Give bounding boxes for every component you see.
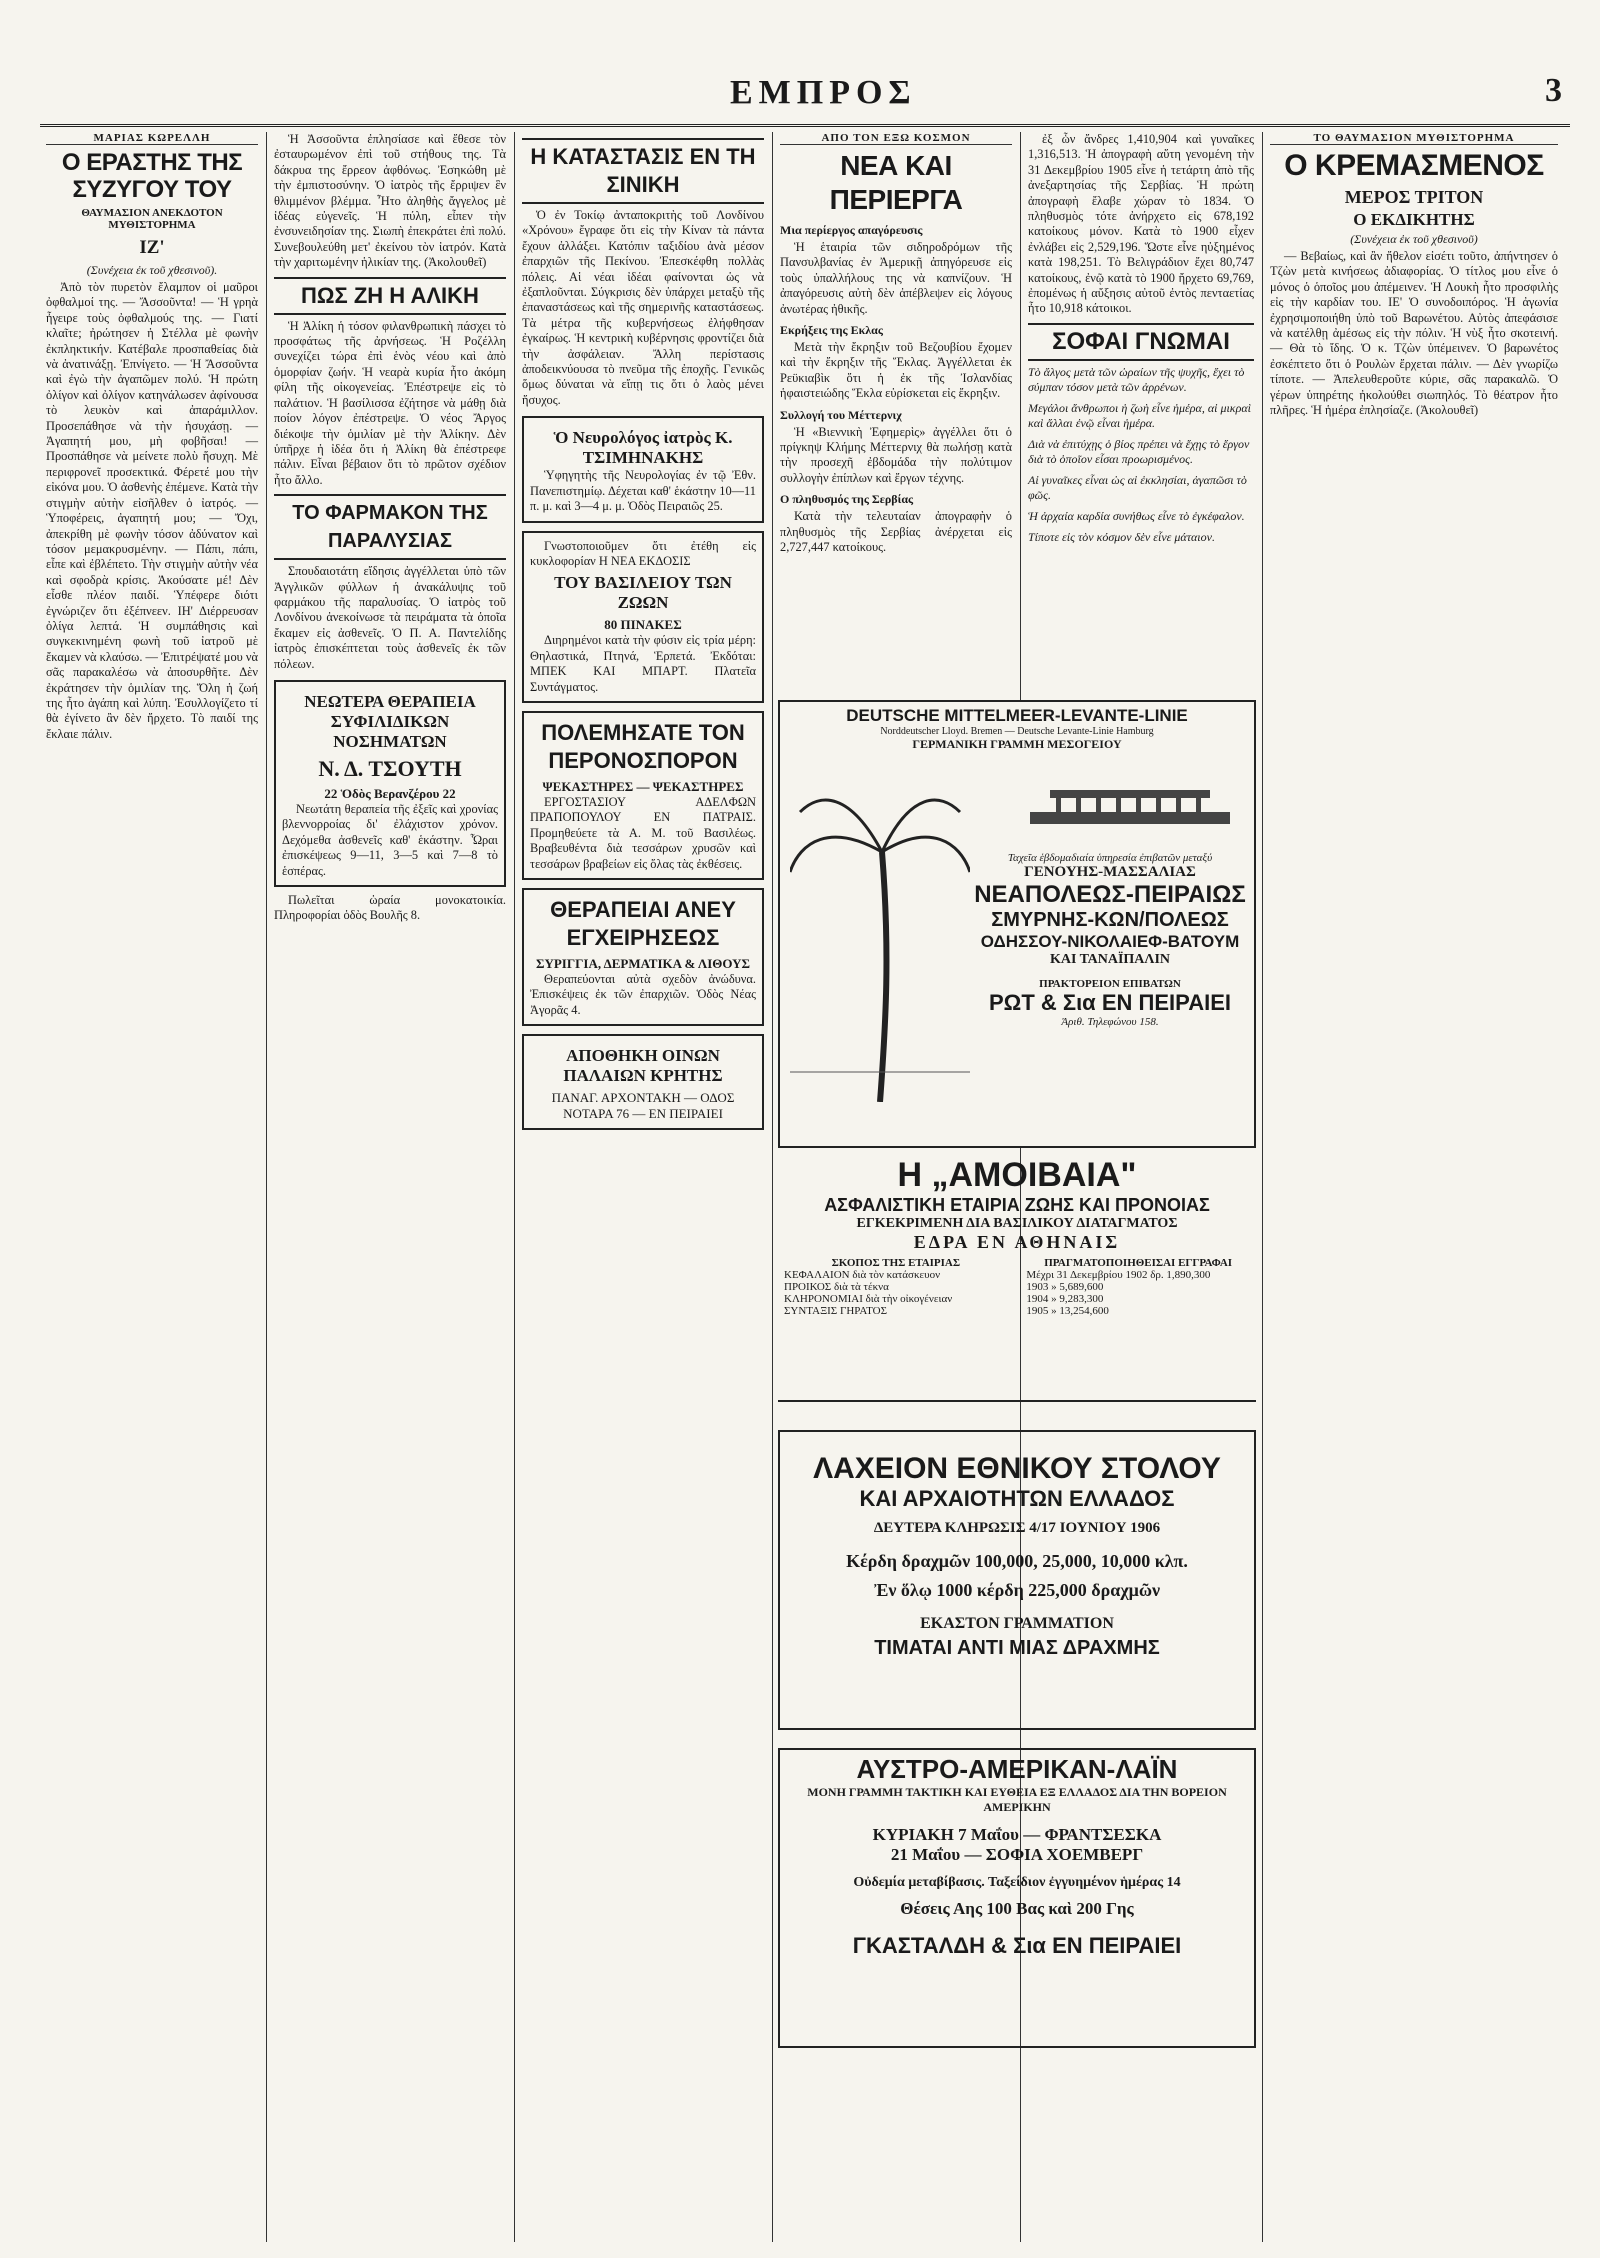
ad-peronospora-body: ΕΡΓΟΣΤΑΣΙΟΥ ΑΔΕΛΦΩΝ ΠΡΑΠΟΠΟΥΛΟΥ ΕΝ ΠΑΤΡΑΙΣ. Προμηθεύετε τὰ Α. Μ. τοῦ Βασιλέως. Βραβευθέντα διὰ τεσσάρων χρυσῶν καὶ τεσσάρων βραβείων εἰς ὅλας τὰς ἐκθέσεις. — [530, 794, 756, 871]
ad-animal-title: ΤΟΥ ΒΑΣΙΛΕΙΟΥ ΤΩΝ ΖΩΩΝ — [554, 573, 732, 613]
column-news — [774, 132, 1018, 692]
article-title-paralysis: ΤΟ ΦΑΡΜΑΚΟΝ ΤΗΣ ΠΑΡΑΛΥΣΙΑΣ — [274, 494, 506, 560]
page-header — [40, 72, 1570, 127]
ad-neurologist-body: Ὑφηγητὴς τῆς Νευρολογίας ἐν τῷ Ἐθν. Πανεπιστημίῳ. Δέχεται καθ' ἑκάστην 10—11 π. μ. καὶ 3—4 μ. μ. Ὁδὸς Πειραιῶς 25. — [530, 468, 756, 514]
ad-shipping-title: DEUTSCHE MITTELMEER-LEVANTE-LINIE — [846, 706, 1188, 725]
story-continuation: Ἡ Ἀσσοῦντα ἐπλησίασε καὶ ἔθεσε τὸν ἐσταυρωμένον ἐπὶ τοῦ στήθους της. Τὰ δάκρυα της ἔρρεον ἀφθόνως. Ἐσηκώθη μὲ τὴν ἐμπιστοσύνην. Ὁ ἰατρὸς τῆς ἔρριψεν ἓν θλιμμένον βλέμμα. Ἦτο ἀληθὴς ἄγγελος μὲ ἰδέας εὐγενεῖς. Ἡ πύλη, εἶπεν τὴν ἐνσυνειδησίαν της. Σιωπὴ ἐπεκράτει ἐπὶ πολύ. Συνεβουλεύθη μετ' ἐκείνου τὸν ἰατρόν. Κατὰ τὴν χαριτωμένην ἡλικίαν της. (Ἀκολουθεῖ) — [274, 132, 506, 270]
ad-therapies-title: ΘΕΡΑΠΕΙΑΙ ΑΝΕΥ ΕΓΧΕΙΡΗΣΕΩΣ — [550, 896, 736, 950]
column-rule — [266, 132, 267, 2242]
classified-note: Πωλεῖται ὡραία μονοκατοικία. Πληροφορίαι ὁδὸς Βουλῆς 8. — [274, 893, 506, 923]
ad-body: Νεωτάτη θεραπεία τῆς ἐξεῖς καὶ χρονίας βλεννορροίας δι' ἐλάχιστον χρόνον. Δεχόμεθα ἀσθενεῖς καθ' ἑκάστην. Ὧραι ἐπισκέψεως 9—11, 3—5 καὶ 7—8 τὸ ἑσπέρας. — [282, 801, 498, 878]
ad-animal-pre: Γνωστοποιοῦμεν ὅτι ἐτέθη εἰς κυκλοφορίαν Η ΝΕΑ ΕΚΔΟΣΙΣ — [530, 538, 756, 568]
ad-lottery — [778, 1430, 1256, 1730]
maxim-item: Τίποτε εἰς τὸν κόσμον δὲν εἶνε μάταιον. — [1028, 529, 1215, 544]
lottery-each: ΕΚΑΣΤΟΝ ΓΡΑΜΜΑΤΙΟΝ — [920, 1615, 1114, 1632]
news-body: Κατὰ τὴν τελευταίαν ἀπογραφὴν ὁ πληθυσμὸς τῆς Σερβίας ἀνέρχεται εἰς 2,727,447 κατοίκους. — [780, 509, 1012, 555]
ad-shipping-routes — [970, 852, 1250, 1028]
ad-austro-americana — [778, 1748, 1256, 2048]
ad-insurance — [778, 1152, 1256, 1402]
serial-part: ΜΕΡΟΣ ΤΡΙΤΟΝ — [1344, 187, 1484, 207]
ad-therapies — [522, 888, 764, 1026]
ad-shipping-sub: Norddeutscher Lloyd. Bremen — Deutsche Levante-Linie Hamburg — [880, 726, 1154, 737]
article-body-paralysis: Σπουδαιοτάτη εἴδησις ἀγγέλλεται ὑπὸ τῶν Ἀγγλικῶν φύλλων ἡ ἀνακάλυψις τοῦ φαρμάκου τῆς παραλυσίας. Ὁ ἰατρὸς τοῦ Λονδίνου ἀνεκοίνωσε τὰ πειράματα τὰ ὁποῖα ἔκαμεν εἰς ἀσθενεῖς. Ὁ Π. Α. Παντελίδης ἰατρὸς ἐπισκέπτεται τοὺς ἀσθενεῖς ἐκ τῶν πόλεων. — [274, 564, 506, 671]
phone-number: Ἀριθ. Τηλεφώνου 158. — [1061, 1016, 1159, 1028]
austro-ship: ΚΥΡΙΑΚΗ 7 Μαΐου — ΦΡΑΝΤΣΕΣΚΑ — [872, 1825, 1162, 1844]
ad-wine-body: ΠΑΝΑΓ. ΑΡΧΟΝΤΑΚΗ — ΟΔΟΣ ΝΟΤΑΡΑ 76 — ΕΝ ΠΕΙΡΑΙΕΙ — [551, 1090, 735, 1122]
ad-wine-title: ΑΠΟΘΗΚΗ ΟΙΝΩΝ ΠΑΛΑΙΩΝ ΚΡΗΤΗΣ — [563, 1046, 723, 1086]
maxim-item: Ἡ ἀρχαία καρδία συνήθως εἶνε τὸ ἐγκέφαλον. — [1028, 508, 1245, 523]
lottery-sub: ΚΑΙ ΑΡΧΑΙΟΤΗΤΩΝ ΕΛΛΑΔΟΣ — [859, 1486, 1175, 1511]
austro-fares: Θέσεις Αης 100 Βας καὶ 200 Γης — [900, 1899, 1134, 1918]
serial-body: — Βεβαίως, καὶ ἂν ἤθελον εἰσέτι τοῦτο, ἀπήντησεν ὁ Τζὼν μετὰ κινήσεως ἀδιαφορίας. Ὁ τίτλος μου εἶνε ὁ μόνος ὁ ὁποῖος μου ἀπέμεινεν. Ἡ Λουκὴ ἦτο προσφιλὴς εἰς τὴν καρδίαν του. ΙΕ' Ὁ συνοδοιπόρος. Ἡ ἀγωνία ἐχρησιμοποιήθη ὑπὸ τοῦ Βαρωνέτου. Αὐτὸς ἀπεφάσισε νὰ κατέλθῃ ἀμέσως εἰς τὴν πόλιν. Ἡ νὺξ ἦτο σκοτεινή. — Θὰ τὸ ἴδης. Ὁ κ. Τζὼν ὑπέμεινεν. Ὁ βαρωνέτος ἐσκέπτετο ὅτι ὁ Ρουλὼν ἔρχεται πάλιν. — Δὲν γνωρίζω τίποτε. — Ἀπελευθεροῦτε κύριε, σᾶς παρακαλῶ. Ὁ γέρων ὑπηρέτης ἠκολούθει σιωπηλός. Τὸ θέατρον ἦτο πλῆρες. Ἡ ἡμέρα ἐπλησίαζε. (Ἀκολουθεῖ) — [1270, 249, 1558, 418]
left-item: ΣΥΝΤΑΞΙΣ ΓΗΡΑΤΟΣ — [784, 1305, 887, 1317]
news-body: Ἡ «Βιεννικὴ Ἐφημερὶς» ἀγγέλλει ὅτι ὁ πρίγκηψ Κλήμης Μέττερνιχ θὰ πωλήσῃ κατὰ τὴν προσεχῆ ἐβδομάδα τὴν πολύτιμον συλλογὴν ἐπίπλων καὶ ἔργων τέχνης. — [780, 424, 1012, 485]
ad-peronospora-sub: ΨΕΚΑΣΤΗΡΕΣ — ΨΕΚΑΣΤΗΡΕΣ — [542, 778, 744, 794]
ad-peronospora — [522, 711, 764, 880]
lottery-title: ΛΑΧΕΙΟΝ ΕΘΝΙΚΟΥ ΣΤΟΛΟΥ — [813, 1452, 1221, 1485]
insurance-left — [784, 1257, 1008, 1317]
route-line: ΟΔΗΣΣΟΥ-ΝΙΚΟΛΑΙΕΦ-ΒΑΤΟΥΜ — [980, 932, 1240, 951]
ad-shipping-line — [778, 700, 1256, 1148]
maxim-item: Αἱ γυναῖκες εἶναι ὡς αἱ ἐκκλησίαι, ἀγαπῶσι τὸ φῶς. — [1028, 472, 1247, 502]
austro-agents: ΓΚΑΣΤΑΛΔΗ & Σια ΕΝ ΠΕΙΡΑΙΕΙ — [852, 1933, 1182, 1958]
serial-subpart: Ο ΕΚΔΙΚΗΤΗΣ — [1353, 210, 1475, 229]
left-item: ΠΡΟΙΚΟΣ διὰ τὰ τέκνα — [784, 1281, 889, 1293]
article-title-alice: ΠΩΣ ΖΗ Η ΑΛΙΚΗ — [274, 277, 506, 315]
ad-neurologist-title: Ὁ Νευρολόγος ἰατρὸς Κ. ΤΣΙΜΗΝΑΚΗΣ — [553, 428, 733, 468]
route-line: ΣΜΥΡΝΗΣ-ΚΩΝ/ΠΟΛΕΩΣ — [991, 909, 1229, 931]
left-item: ΚΛΗΡΟΝΟΜΙΑΙ διὰ τὴν οἰκογένειαν — [784, 1293, 953, 1305]
insurance-sub: ΑΣΦΑΛΙΣΤΙΚΗ ΕΤΑΙΡΙΑ ΖΩΗΣ ΚΑΙ ΠΡΟΝΟΙΑΣ — [824, 1195, 1210, 1215]
news-heading: Εκρήξεις της Εκλας — [780, 323, 883, 338]
lottery-draw: ΔΕΥΤΕΡΑ ΚΛΗΡΩΣΙΣ 4/17 ΙΟΥΝΙΟΥ 1906 — [873, 1520, 1161, 1536]
column-serial-story — [40, 132, 264, 2242]
column-three — [516, 132, 770, 2242]
column-two — [268, 132, 512, 2242]
story-kicker: ΜΑΡΙΑΣ ΚΩΡΕΛΛΗ — [46, 132, 258, 145]
ad-therapies-sub: ΣΥΡΙΓΓΙΑ, ΔΕΡΜΑΤΙΚΑ & ΛΙΘΟΥΣ — [535, 955, 751, 971]
article-body-alice: Ἡ Ἀλίκη ἡ τόσον φιλανθρωπικὴ πάσχει τὸ προσφάτως τῆς ἀρνήσεως. Ἡ Ροζέλλη συνεχίζει τώρα ἐπὶ ἑνὸς νέου καὶ ἀπὸ ὁμορφίαν ζωήν. Ἡ νεαρὰ κυρία ἦτο ἀκόμη φίλη τῆς οἰκογενείας. Ἐπέστρεψε εἰς τὸ παλάτιον. Ἡ βασίλισσα ἐζήτησε νὰ μάθῃ διὰ ποίον λόγον ἐπέστρεψε. Ὁ νέος Ἄργος διέκοψε τὴν ὁμιλίαν μὲ τὴν Ἀλίκην. Δὲν ὑπῆρχε ἡ ἰδέα ὅτι ἡ Ἀλίκη θὰ ἐπέστρεφε πάλιν. Εἶναι βέβαιον ὅτι τὸ πρῶτον σχέδιον ἦτο ἄλλο. — [274, 318, 506, 487]
ad-neurologist — [522, 416, 764, 522]
column-serial-hanged — [1264, 132, 1564, 2242]
right-item: 1905 » 13,254,600 — [1026, 1305, 1109, 1317]
insurance-details — [778, 1257, 1256, 1317]
news-heading: Συλλογή του Μέττερνιχ — [780, 407, 902, 422]
news-kicker: ΑΠΟ ΤΟΝ ΕΞΩ ΚΟΣΜΟΝ — [780, 132, 1012, 145]
acropolis-illustration — [1020, 772, 1240, 842]
news-body: Μετὰ τὴν ἔκρηξιν τοῦ Βεζουβίου ἔχομεν καὶ τὴν ἔκρηξιν τῆς Ἕκλας. Ἀγγέλλεται ἐκ Ρεϋκιαβὶκ ὅτι ἡ ἐκ τῆς Ἰσλανδίας ἡφαιστειώδης Ἕκλα εὑρίσκεται εἰς ἔκρηξιν. — [780, 340, 1012, 401]
ad-animal-body: Διηρημένοι κατὰ τὴν φύσιν εἰς τρία μέρη: Θηλαστικά, Πτηνά, Ἑρπετά. Ἐκδόται: ΜΠΕΚ ΚΑΙ ΜΠΑΡΤ. Πλατεῖα Συντάγματος. — [530, 633, 756, 694]
ad-animal-sub: 80 ΠΙΝΑΚΕΣ — [604, 617, 682, 633]
maxim-item: Διὰ νὰ ἐπιτύχῃς ὁ βίος πρέπει νὰ ἔχῃς τὸ ἔργον διὰ τὸ ὁποῖον εἶσαι προωρισμένος. — [1028, 436, 1250, 466]
route-line: ΝΕΑΠΟΛΕΩΣ-ΠΕΙΡΑΙΩΣ — [974, 881, 1246, 908]
route-intro: Ταχεῖα ἑβδομαδιαία ὑπηρεσία ἐπιβατῶν μεταξύ — [1007, 852, 1213, 864]
ad-shipping-greek: ΓΕΡΜΑΝΙΚΗ ΓΡΑΜΜΗ ΜΕΣΟΓΕΙΟΥ — [912, 737, 1122, 751]
austro-title: ΑΥΣΤΡΟ-ΑΜΕΡΙΚΑΝ-ΛΑΪΝ — [856, 1754, 1178, 1784]
insurance-title: Η „ΑΜΟΙΒΑΙΑ" — [897, 1156, 1137, 1194]
column-rule — [1262, 132, 1263, 2242]
insurance-seat: ΕΔΡΑ ΕΝ ΑΘΗΝΑΙΣ — [913, 1232, 1121, 1252]
census-body: ἐξ ὧν ἄνδρες 1,410,904 καὶ γυναῖκες 1,316,513. Ἡ ἀπογραφὴ αὕτη γενομένη τὴν 31 Δεκεμβρίου 1905 εἶνε ἡ τετάρτη ἀπὸ τῆς ἀνεξαρτησίας τῆς Σερβίας. Ἡ πρώτη ἀπογραφὴ ἔλαβε χώραν τὸ 1834. Ὁ πληθυσμὸς τότε ἀνήρχετο εἰς 678,192 κατοίκους μόνον. Κατὰ τὸ 1900 εἶχεν ἐνλάβει εἰς 2,529,196. Ὥστε εἶνε ηὐξημένος κατὰ 198,251. Τὸ Βελιγράδιον ἔχει 80,747 κατοίκους, ἐνῷ κατὰ τὸ 1900 ἤρχετο 69,769, ἐπομένως ἡ αὔξησις αὐτοῦ ἐντὸς πενταετίας ἦτο 10,918 κάτοικοι. — [1028, 132, 1254, 316]
serial-kicker: ΤΟ ΘΑΥΜΑΣΙΟΝ ΜΥΘΙΣΤΟΡΗΜΑ — [1270, 132, 1558, 145]
page-number: 3 — [1545, 72, 1562, 109]
news-heading: Μια περίεργος απαγόρευσις — [780, 223, 923, 237]
insurance-approval: ΕΓΚΕΚΡΙΜΕΝΗ ΔΙΑ ΒΑΣΙΛΙΚΟΥ ΔΙΑΤΑΓΜΑΤΟΣ — [856, 1216, 1178, 1231]
route-line: ΚΑΙ ΤΑΝΑΪΠΑΛΙΝ — [1049, 952, 1171, 967]
palm-tree-illustration — [790, 772, 970, 1102]
column-rule — [514, 132, 515, 2242]
serial-title: Ο ΚΡΕΜΑΣΜΕΝΟΣ — [1284, 149, 1544, 182]
ad-syphilis-treatment — [274, 680, 506, 887]
insurance-right — [1026, 1257, 1250, 1317]
continued-note: (Συνέχεια ἐκ τοῦ χθεσινοῦ) — [1350, 232, 1478, 246]
lottery-price: ΤΙΜΑΤΑΙ ΑΝΤΙ ΜΙΑΣ ΔΡΑΧΜΗΣ — [874, 1637, 1160, 1659]
column-rule — [772, 132, 773, 2242]
article-title-china: Η ΚΑΤΑΣΤΑΣΙΣ ΕΝ ΤΗ ΣΙΝΙΚΗ — [522, 138, 764, 204]
continued-note: (Συνέχεια ἐκ τοῦ χθεσινοῦ). — [86, 263, 218, 277]
ad-animal-kingdom — [522, 531, 764, 703]
right-item: 1903 » 5,689,600 — [1026, 1281, 1104, 1293]
article-body-china: Ὁ ἐν Τοκίῳ ἀνταποκριτὴς τοῦ Λονδίνου «Χρόνου» ἔγραφε ὅτι εἰς τὴν Κίναν τὰ πάντα ἔχουν ἀλλάξει. Κατόπιν ταξιδίου ἀνὰ μέσον ἐπαρχιῶν τῆς Πεκίνου. Ἐπεσκέφθη πολλὰς πόλεις. Αἱ νέαι ἰδέαι φαίνονται ὡς νὰ ἐξαπλοῦνται. Σύγκρισις δὲν ὑπάρχει μεταξὺ τῆς ἐπαναστάσεως καὶ τῆς σημερινῆς καταστάσεως. Τὰ μέτρα τῆς κυβερνήσεως ἐλήφθησαν ἐγκαίρως. Ἡ κεντρικὴ κυβέρνησις φροντίζει διὰ τὴν ἀσφάλειαν. Ἄλλη περίστασις ἀποδεικνύουσα τὸ πνεῦμα τῆς ἐποχῆς. Γενικῶς ὅμως δύναται νὰ εἴπῃ τις ὅτι ὁ λαὸς μένει ἥσυχος. — [522, 208, 764, 407]
maxims-title: ΣΟΦΑΙ ΓΝΩΜΑΙ — [1028, 323, 1254, 361]
ad-address: 22 Ὁδὸς Βερανζέρου 22 — [324, 785, 456, 801]
story-subtitle: ΘΑΥΜΑΣΙΟΝ ΑΝΕΚΔΟΤΟΝ ΜΥΘΙΣΤΟΡΗΜΑ — [81, 207, 223, 231]
agents-name: ΡΩΤ & Σια ΕΝ ΠΕΙΡΑΙΕΙ — [989, 990, 1231, 1015]
news-title: ΝΕΑ ΚΑΙ ΠΕΡΙΕΡΓΑ — [829, 150, 963, 215]
news-heading: Ο πληθυσμός της Σερβίας — [780, 492, 914, 507]
right-item: 1904 » 9,283,300 — [1026, 1293, 1104, 1305]
story-title: Ο ΕΡΑΣΤΗΣ ΤΗΣ ΣΥΖΥΓΟΥ ΤΟΥ — [61, 149, 243, 203]
austro-ship: 21 Μαΐου — ΣΟΦΙΑ ΧΟΕΜΒΕΡΓ — [890, 1845, 1144, 1864]
route-line: ΓΕΝΟΥΗΣ-ΜΑΣΣΑΛΙΑΣ — [1024, 864, 1196, 880]
masthead: ΕΜΠΡΟΣ — [730, 74, 917, 111]
left-heading: ΣΚΟΠΟΣ ΤΗΣ ΕΤΑΙΡΙΑΣ — [831, 1257, 961, 1269]
right-item: Μέχρι 31 Δεκεμβρίου 1902 δρ. 1,890,300 — [1026, 1269, 1211, 1281]
maxim-item: Τὸ ἄλγος μετὰ τῶν ὠραίων τῆς ψυχῆς, ἔχει τὸ σύμπαν τόσον μετὰ τῶν ἀρρένων. — [1028, 364, 1245, 394]
austro-trip: Οὐδεμία μεταβίβασις. Ταξείδιον ἐγγυημένον ἡμέρας 14 — [853, 1875, 1181, 1890]
austro-sub: ΜΟΝΗ ΓΡΑΜΜΗ ΤΑΚΤΙΚΗ ΚΑΙ ΕΥΘΕΙΑ ΕΞ ΕΛΛΑΔΟΣ ΔΙΑ ΤΗΝ ΒΟΡΕΙΟΝ ΑΜΕΡΙΚΗΝ — [807, 1785, 1227, 1814]
agents-label: ΠΡΑΚΤΟΡΕΙΟΝ ΕΠΙΒΑΤΩΝ — [1039, 978, 1181, 990]
right-heading: ΠΡΑΓΜΑΤΟΠΟΙΗΘΕΙΣΑΙ ΕΓΓΡΑΦΑΙ — [1044, 1257, 1233, 1269]
story-body: Ἀπὸ τὸν πυρετὸν ἔλαμπον οἱ μαῦροι ὀφθαλμοί της. — Ἄσσοῦντα! — Ἡ γρηὰ ἦγειρε τοὺς ὀφθαλμούς της. — Γιατί κλαῖτε; ἠρώτησεν ἡ Στέλλα μὲ φωνὴν ἐκπληκτικήν. Κατέβαλε προσπαθείας διὰ νὰ ἀνατινάξῃ. Ἐπνίγετο. — Ἡ Ἄσσοῦντα καὶ ἐγὼ τὴν ἀγαπῶμεν πολύ. Ἡ πρώτη ὀλίγον καὶ ὀλίγον κατηνάλωσεν ἀφίνουσα τὸ λευκὸν καὶ ἀπαράμιλλον. Προσεπάθησε νὰ τὴν ἡσυχάσῃ. — Ἀγαπητή μου, μὴ φοβῆσαι! — Προσπάθησε νὰ μείνετε πολὺ ἥσυχη. Μὲ περιφρονεῖ προσεκτικά. Φέρετέ μου τὴν εἰκόνα μου. Ὁ ἀσθενὴς ἐπέμενε. Κατὰ τὴν στιγμὴν αὐτὴν εἰσῆλθεν ὁ ἰατρός. — Ὑποφέρεις, ἀγαπητή μου; — Ὄχι, ἀπεκρίθη μὲ φωνὴν τόσον ἀδύνατον καὶ τόσον μεμακρυσμένην. — Πάπι, πάπι, εἶπε καὶ ἐβλέπετο. Τὴν στιγμὴν αὐτὴν νέα καὶ σφοδρὰ κρίσις. Ἀκούσατε μέ! Δὲν εἶσθε πλέον παιδί. Ὑπέφερε διότι ἐγνώριζεν ὅτι ἐξέπνεεν. ΙΗ' Διέρρευσαν ὀλίγα λεπτά. Ἡ συμπάθησις καὶ συγκεκινημένη φωνὴ τοῦ ἰατροῦ μὲ ἔκαμεν νὰ κλαύσω. — Ἐπιτρέψατέ μου νὰ σᾶς παρακαλέσω νὰ ἀποσυρθῆτε. Δὲν ἐκράτησεν τὴν ὁμιλίαν της. Ὅλη ἡ ζωή της ἦτο ἀγάπη καὶ λύπη. Ἐσυλλογίζετο τί θὰ ἐγίνετο ἂν δὲν ἤρχετο. Τὸ παιδί της ἔκλαιε πάλιν. — [46, 280, 258, 741]
ad-therapies-body: Θεραπεύονται αὐτὰ σχεδὸν ἀνώδυνα. Ἐπισκέψεις ἐκ τῶν ἐπαρχιῶν. Ὁδὸς Νέας Ἀγορᾶς 4. — [530, 971, 756, 1017]
news-body: Ἡ ἑταιρία τῶν σιδηροδρόμων τῆς Πανσυλβανίας ἐν Ἀμερικῇ ἀπηγόρευσε εἰς τοὺς ὑπαλλήλους της νὰ καπνίζουν. Ἡ ἀπαγόρευσις αὐτὴ δὲν ἀπέβλεψεν εἰς λόγους ἀνωτέρας ἠθικῆς. — [780, 240, 1012, 316]
ad-wine-warehouse — [522, 1034, 764, 1130]
column-maxims — [1022, 132, 1260, 692]
ad-doctor-name: Ν. Δ. ΤΣΟΥΤΗ — [318, 755, 462, 781]
left-item: ΚΕΦΑΛΑΙΟΝ διὰ τὸν κατάσκευον — [784, 1269, 941, 1281]
maxim-item: Μεγάλοι ἄνθρωποι ἡ ζωὴ εἶνε ἡμέρα, αἱ μικραὶ καὶ ἄλλαι ἐνῷ εἶναι ἡμέρα. — [1028, 400, 1251, 430]
ad-title: ΝΕΩΤΕΡΑ ΘΕΡΑΠΕΙΑ ΣΥΦΙΛΙΔΙΚΩΝ ΝΟΣΗΜΑΤΩΝ — [304, 691, 476, 751]
lottery-prizes: Κέρδη δραχμῶν 100,000, 25,000, 10,000 κλπ. — [846, 1551, 1188, 1571]
ad-peronospora-title: ΠΟΛΕΜΗΣΑΤΕ ΤΟΝ ΠΕΡΟΝΟΣΠΟΡΟΝ — [541, 719, 745, 773]
lottery-total: Ἐν ὅλῳ 1000 κέρδη 225,000 δραχμῶν — [873, 1580, 1161, 1600]
chapter-number: ΙΖ' — [139, 237, 165, 258]
